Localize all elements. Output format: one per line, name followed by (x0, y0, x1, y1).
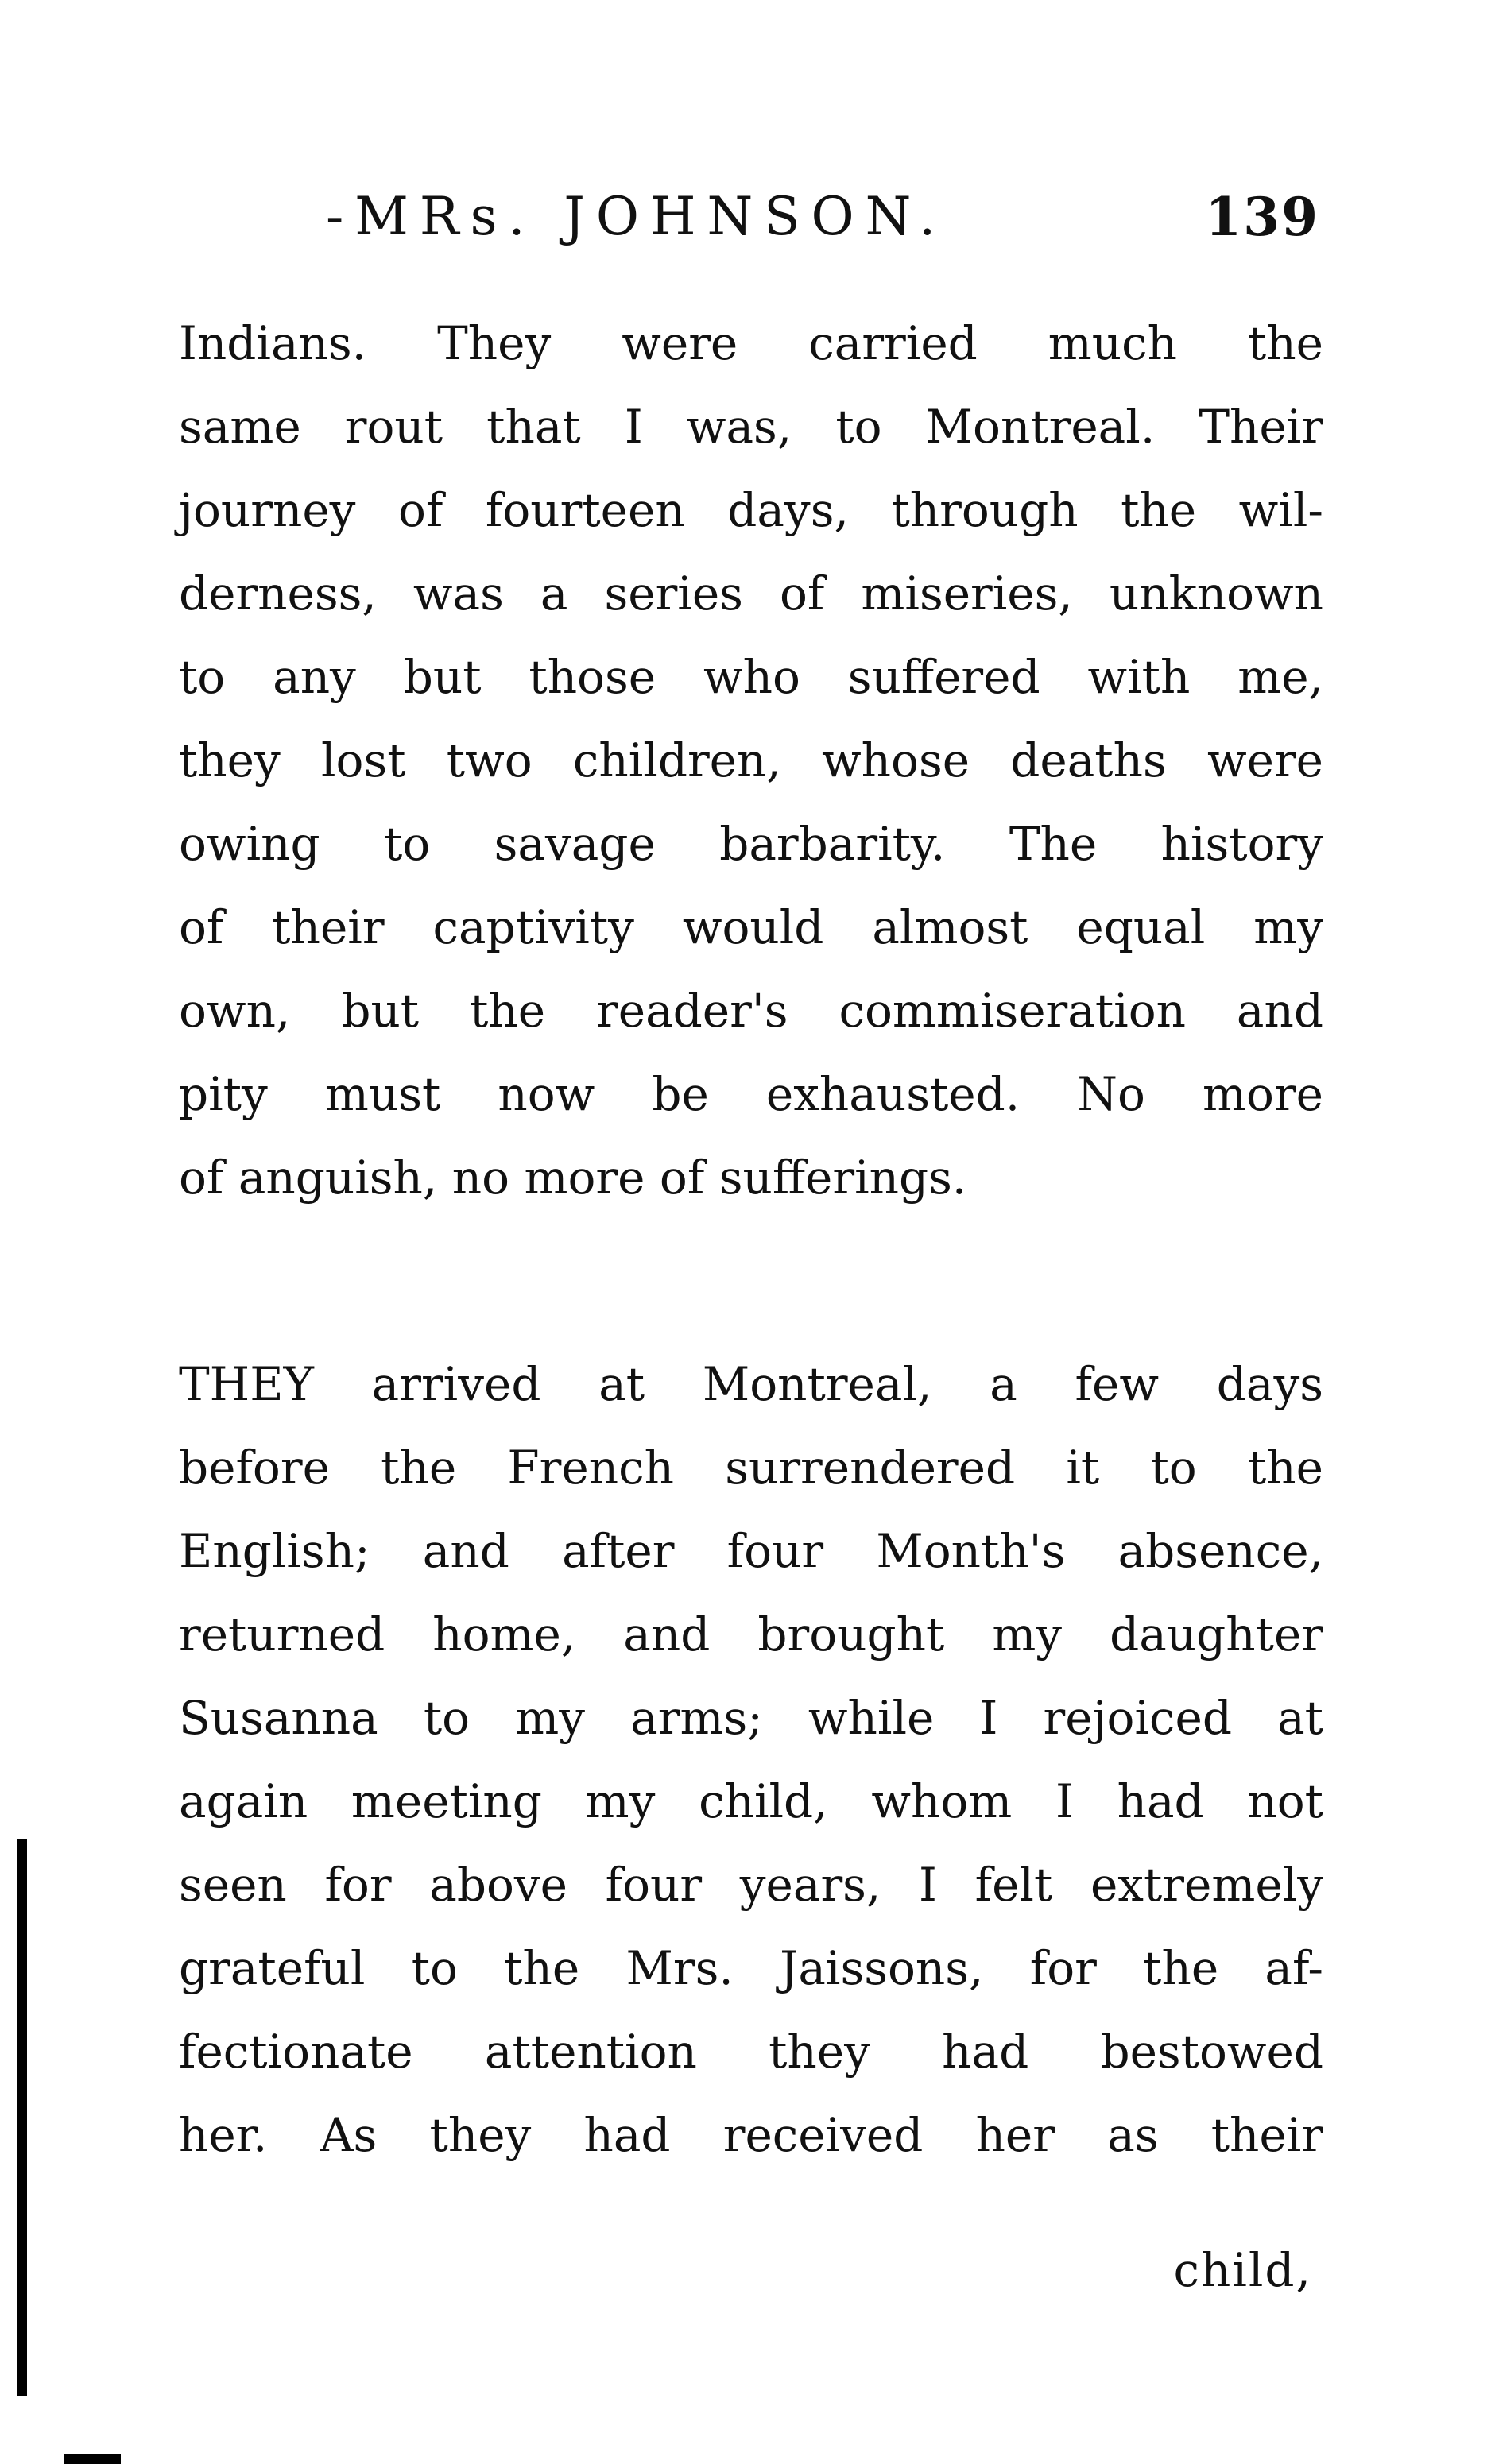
catchword: child, (1173, 2243, 1312, 2297)
margin-rule (17, 1839, 27, 2396)
text-line: before the French surrendered it to the (179, 1441, 1323, 1495)
text-line: pity must now be exhausted. No more (179, 1067, 1323, 1121)
text-line: Susanna to my arms; while I rejoiced at (179, 1691, 1323, 1745)
text-line: grateful to the Mrs. Jaissons, for the af- (179, 1941, 1323, 1995)
text-line: same rout that I was, to Montreal. Their (179, 400, 1323, 454)
text-line: seen for above four years, I felt extremely (179, 1858, 1323, 1912)
text-line: owing to savage barbarity. The history (179, 817, 1323, 871)
text-line: journey of fourteen days, through the wil- (179, 483, 1323, 537)
text-line: Indians. They were carried much the (179, 316, 1323, 370)
text-line: her. As they had received her as their (179, 2108, 1323, 2162)
page-header (326, 173, 1319, 261)
text-line: again meeting my child, whom I had not (179, 1774, 1323, 1828)
margin-tick (64, 2454, 121, 2464)
text-line: own, but the reader's commiseration and (179, 984, 1323, 1038)
paragraph-1 (179, 302, 1323, 1220)
text-line: derness, was a series of miseries, unknown (179, 567, 1323, 621)
text-line: they lost two children, whose deaths were (179, 733, 1323, 787)
text-line: to any but those who suffered with me, (179, 650, 1323, 704)
text-line: of their captivity would almost equal my (179, 900, 1323, 954)
text-line: of anguish, no more of sufferings. (179, 1151, 967, 1205)
text-line: fectionate attention they had bestowed (179, 2025, 1323, 2079)
text-line: English; and after four Month's absence, (179, 1524, 1323, 1578)
page-number: 139 (1205, 186, 1319, 248)
paragraph-2 (179, 1343, 1323, 2177)
running-head: -MRs. JOHNSON. (326, 186, 947, 247)
text-line: returned home, and brought my daughter (179, 1607, 1323, 1661)
text-line: THEY arrived at Montreal, a few days (179, 1357, 1323, 1411)
